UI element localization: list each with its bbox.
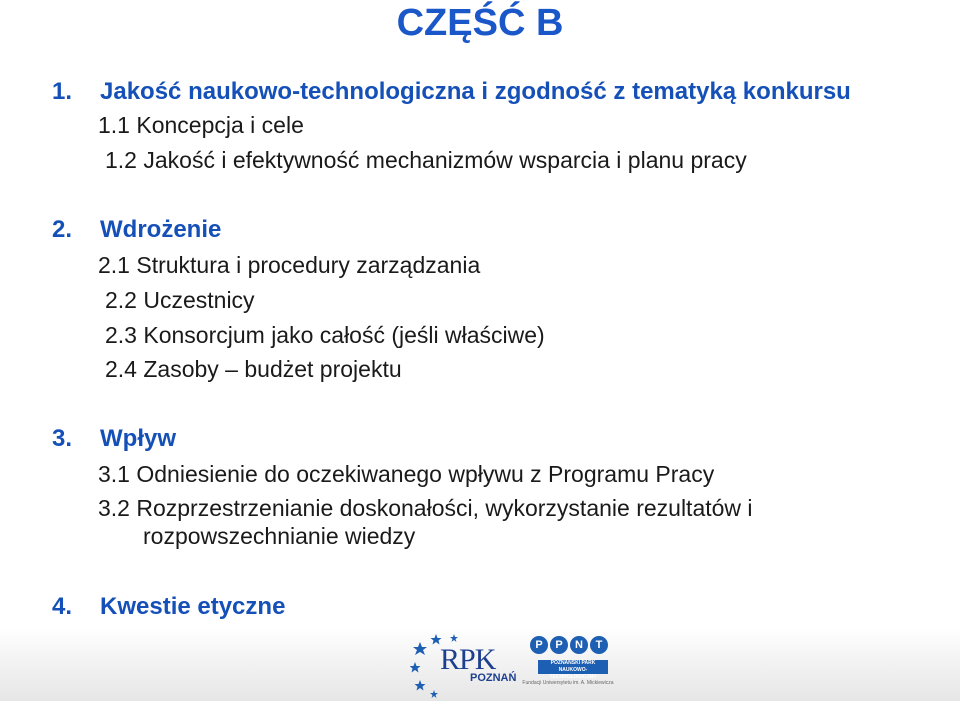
section-heading-1	[52, 78, 851, 106]
section-label: Kwestie etyczne	[100, 593, 286, 620]
subsection-2-4: 2.4 Zasoby – budżet projektu	[105, 356, 402, 382]
ppnt-letter-t: T	[590, 636, 608, 654]
section-number: 3.	[52, 425, 73, 452]
subsection-1-1: 1.1 Koncepcja i cele	[98, 112, 304, 138]
subsection-1-2: 1.2 Jakość i efektywność mechanizmów wsparcia i planu pracy	[105, 147, 747, 173]
subsection-2-2: 2.2 Uczestnicy	[105, 287, 255, 313]
ppnt-letter-p1: P	[530, 636, 548, 654]
section-heading-3	[52, 425, 176, 453]
page-title: CZĘŚĆ B	[396, 2, 564, 44]
ppnt-logo-footnote: Fundacji Uniwersytetu im. A. Mickiewicza	[522, 680, 614, 686]
section-number: 4.	[52, 593, 73, 620]
section-number: 2.	[52, 216, 73, 243]
section-label: Jakość naukowo-technologiczna i zgodność z tematyką konkursu	[100, 78, 851, 105]
subsection-3-2-cont: rozpowszechnianie wiedzy	[143, 523, 416, 549]
section-heading-4	[52, 593, 285, 621]
section-label: Wdrożenie	[100, 216, 222, 243]
subsection-3-1: 3.1 Odniesienie do oczekiwanego wpływu z Programu Pracy	[98, 461, 715, 487]
subsection-3-2: 3.2 Rozprzestrzenianie doskonałości, wykorzystanie rezultatów i	[98, 495, 753, 521]
subsection-2-3: 2.3 Konsorcjum jako całość (jeśli właściwe)	[105, 322, 545, 348]
rpk-logo-subtext: POZNAŃ	[470, 672, 517, 684]
section-label: Wpływ	[100, 425, 176, 452]
section-number: 1.	[52, 78, 73, 105]
ppnt-letter-p2: P	[550, 636, 568, 654]
section-heading-2	[52, 216, 221, 244]
subsection-2-1: 2.1 Struktura i procedury zarządzania	[98, 252, 481, 278]
ppnt-letter-n: N	[570, 636, 588, 654]
rpk-logo-text: RPK	[440, 643, 496, 676]
ppnt-logo-bar: POZNAŃSKI PARK NAUKOWO-TECHNOLOGICZNY	[538, 660, 608, 674]
